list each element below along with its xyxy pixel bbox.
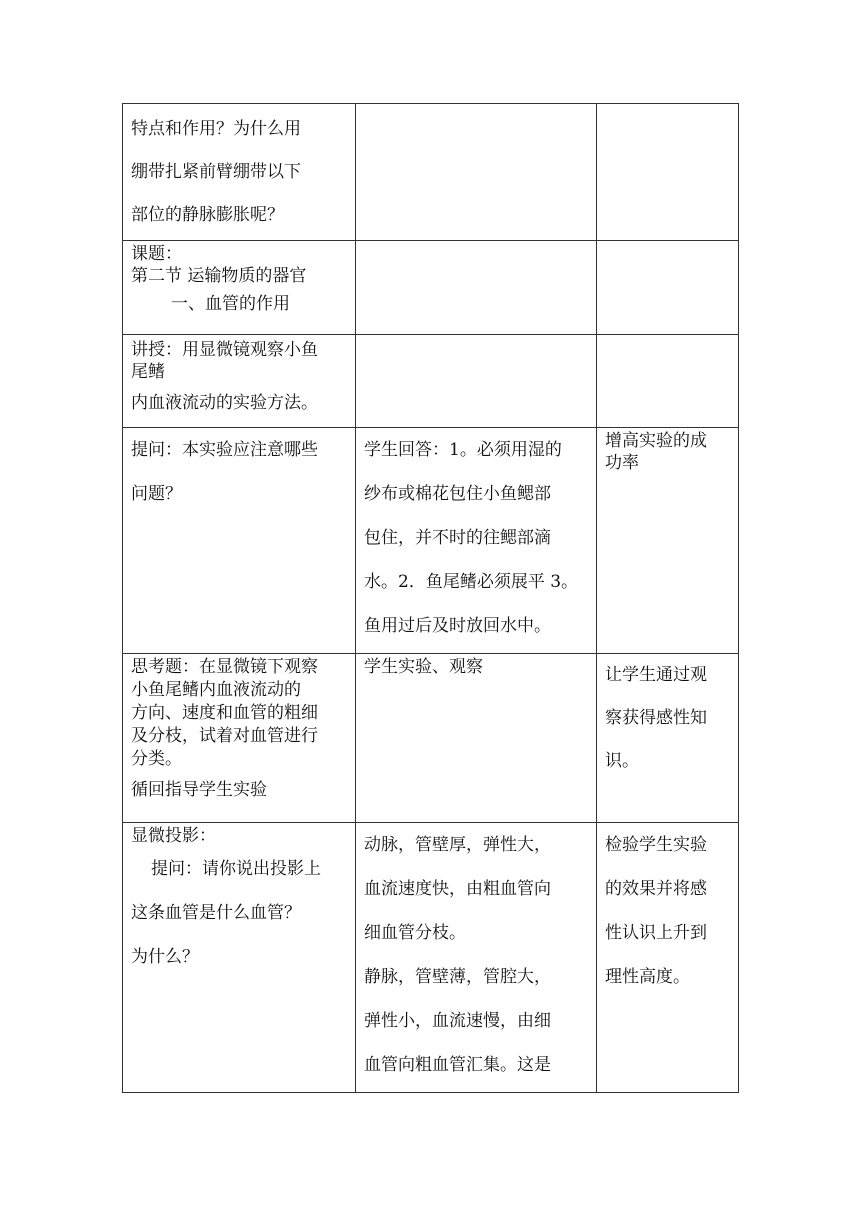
text-line: 血管向粗血管汇集。这是	[364, 1055, 551, 1075]
text-line: 细血管分枝。	[364, 923, 466, 943]
lesson-topic-label: 课题：	[131, 244, 182, 264]
student-activity-cell	[356, 823, 597, 1093]
design-intent-cell	[597, 428, 739, 654]
text-line: 学生实验、观察	[364, 657, 483, 677]
teacher-activity-cell	[123, 335, 356, 428]
text-line: 小鱼尾鳍内血液流动的	[131, 680, 301, 700]
text-line: 思考题：在显微镜下观察	[131, 657, 318, 677]
design-intent-cell	[597, 654, 739, 823]
text-line: 的效果并将感	[605, 879, 707, 899]
table-row	[123, 428, 739, 654]
lesson-plan-table	[122, 103, 739, 1093]
teacher-activity-cell	[123, 823, 356, 1093]
student-activity-cell	[356, 428, 597, 654]
text-line: 问题？	[131, 484, 182, 504]
text-line: 学生回答：1。必须用湿的	[364, 440, 562, 460]
teacher-activity-cell	[123, 428, 356, 654]
text-line: 方向、速度和血管的粗细	[131, 703, 318, 723]
teacher-activity-cell	[123, 104, 356, 241]
text-line: 识。	[605, 751, 639, 771]
text-line: 提问：本实验应注意哪些	[131, 440, 318, 460]
text-line: 让学生通过观	[605, 665, 707, 685]
text-line: 血流速度快，由粗血管向	[364, 879, 551, 899]
text-line: 水。2．鱼尾鳍必须展平 3。	[364, 572, 579, 592]
table-row	[123, 654, 739, 823]
design-intent-cell	[597, 335, 739, 428]
text-line: 鱼用过后及时放回水中。	[364, 616, 551, 636]
text-line: 特点和作用？为什么用	[131, 119, 301, 139]
text-line: 动脉，管壁厚，弹性大，	[364, 835, 551, 855]
text-line: 讲授：用显微镜观察小鱼	[131, 340, 318, 360]
text-line: 功率	[605, 453, 639, 473]
text-line: 理性高度。	[605, 967, 690, 987]
table-row	[123, 823, 739, 1093]
text-line: 分类。	[131, 749, 182, 769]
text-line: 弹性小，血流速慢，由细	[364, 1011, 551, 1031]
student-activity-cell	[356, 654, 597, 823]
text-line: 绷带扎紧前臂绷带以下	[131, 162, 301, 182]
text-line: 静脉，管壁薄，管腔大，	[364, 967, 551, 987]
text-line: 及分枝，试着对血管进行	[131, 726, 318, 746]
teacher-activity-cell	[123, 241, 356, 335]
text-line: 察获得感性知	[605, 708, 707, 728]
section-title: 第二节 运输物质的器官	[131, 266, 307, 286]
text-line: 增高实验的成	[605, 431, 707, 451]
table-row	[123, 104, 739, 241]
table-row	[123, 241, 739, 335]
text-line: 内血液流动的实验方法。	[131, 393, 318, 413]
subsection-title: 一、血管的作用	[171, 294, 290, 314]
student-activity-cell	[356, 335, 597, 428]
design-intent-cell	[597, 104, 739, 241]
text-line: 检验学生实验	[605, 835, 707, 855]
text-line: 尾鳍	[131, 362, 165, 382]
text-line: 包住，并不时的往鳃部滴	[364, 528, 551, 548]
text-line: 部位的静脉膨胀呢？	[131, 205, 284, 225]
text-line: 纱布或棉花包住小鱼鳃部	[364, 484, 551, 504]
teacher-activity-cell	[123, 654, 356, 823]
design-intent-cell	[597, 241, 739, 335]
text-line: 这条血管是什么血管？	[131, 903, 301, 923]
text-line: 为什么？	[131, 947, 199, 967]
design-intent-cell	[597, 823, 739, 1093]
table-row	[123, 335, 739, 428]
student-activity-cell	[356, 241, 597, 335]
text-line: 显微投影：	[131, 826, 216, 846]
student-activity-cell	[356, 104, 597, 241]
text-line: 提问：请你说出投影上	[151, 859, 321, 879]
text-line: 循回指导学生实验	[131, 780, 267, 800]
text-line: 性认识上升到	[605, 923, 707, 943]
